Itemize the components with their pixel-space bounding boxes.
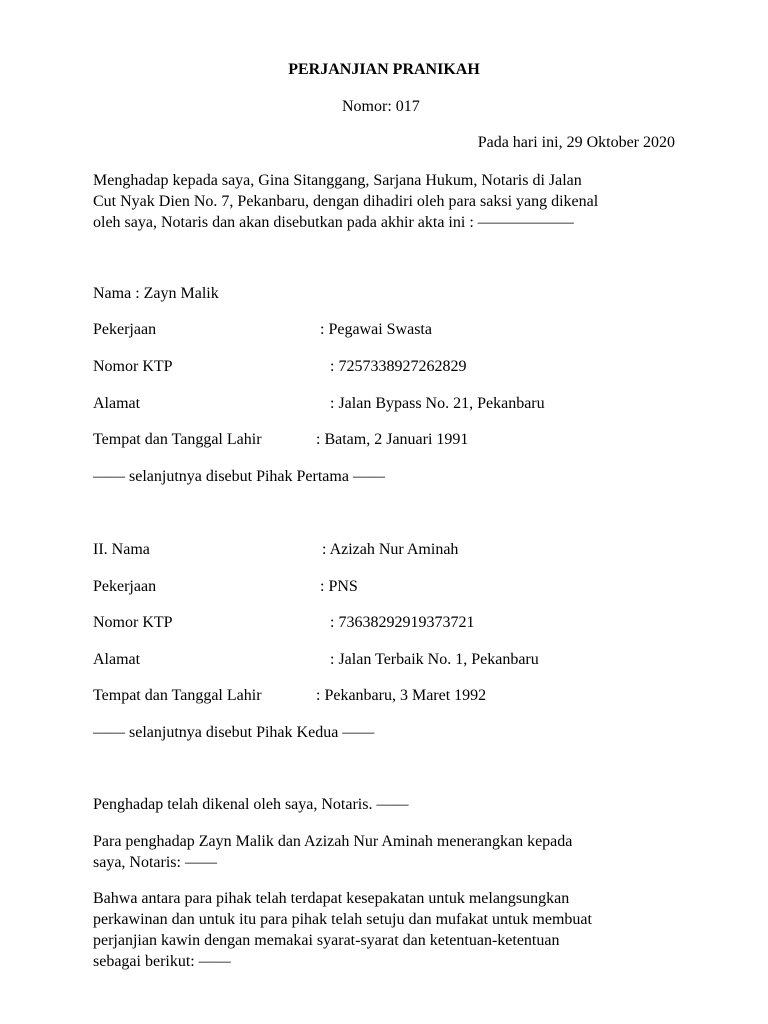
party2-ktp-value: : 73638292919373721 xyxy=(330,614,475,631)
party1-birth-label: Tempat dan Tanggal Lahir xyxy=(93,431,262,448)
agreement-paragraph xyxy=(93,888,683,972)
agreement-line: Bahwa antara para pihak telah terdapat kesepakatan untuk melangsungkan xyxy=(93,890,570,907)
party1-name: Nama : Zayn Malik xyxy=(93,285,219,302)
party1-designation: —— selanjutnya disebut Pihak Pertama —— xyxy=(93,468,385,485)
party2-name-label: II. Nama xyxy=(93,541,150,558)
party1-job-value: : Pegawai Swasta xyxy=(320,321,432,338)
party1-address-label: Alamat xyxy=(93,395,141,412)
party2-job-value: : PNS xyxy=(320,578,358,595)
document-date: Pada hari ini, 29 Oktober 2020 xyxy=(477,134,675,151)
agreement-line: sebagai berikut: —— xyxy=(93,953,231,970)
intro-line: Menghadap kepada saya, Gina Sitanggang, Sarjana Hukum, Notaris di Jalan xyxy=(93,172,582,189)
party2-address-label: Alamat xyxy=(93,651,141,668)
party1-birth-value: : Batam, 2 Januari 1991 xyxy=(316,431,469,448)
intro-line: oleh saya, Notaris dan akan disebutkan pada akhir akta ini : —————— xyxy=(93,214,574,231)
statement-paragraph xyxy=(93,831,683,873)
party2-address-value: : Jalan Terbaik No. 1, Pekanbaru xyxy=(330,651,539,668)
party1-ktp-value: : 7257338927262829 xyxy=(330,358,467,375)
party1-job-label: Pekerjaan xyxy=(93,321,157,338)
party2-birth-label: Tempat dan Tanggal Lahir xyxy=(93,687,262,704)
intro-line: Cut Nyak Dien No. 7, Pekanbaru, dengan dihadiri oleh para saksi yang dikenal xyxy=(93,193,599,210)
party2-name-value: : Azizah Nur Aminah xyxy=(322,541,459,558)
statement-line: saya, Notaris: —— xyxy=(93,854,217,871)
known-statement: Penghadap telah dikenal oleh saya, Notaris. —— xyxy=(93,796,409,813)
statement-line: Para penghadap Zayn Malik dan Azizah Nur Aminah menerangkan kepada xyxy=(93,833,573,850)
agreement-line: perkawinan dan untuk itu para pihak telah setuju dan mufakat untuk membuat xyxy=(93,911,592,928)
document-number: Nomor: 017 xyxy=(342,98,420,115)
party1-address-value: : Jalan Bypass No. 21, Pekanbaru xyxy=(330,395,545,412)
document-title: PERJANJIAN PRANIKAH xyxy=(288,61,480,78)
party2-ktp-label: Nomor KTP xyxy=(93,614,173,631)
intro-paragraph xyxy=(93,170,683,233)
party2-birth-value: : Pekanbaru, 3 Maret 1992 xyxy=(316,687,487,704)
party2-job-label: Pekerjaan xyxy=(93,578,157,595)
party2-designation: —— selanjutnya disebut Pihak Kedua —— xyxy=(93,724,375,741)
agreement-line: perjanjian kawin dengan memakai syarat-syarat dan ketentuan-ketentuan xyxy=(93,932,560,949)
party1-ktp-label: Nomor KTP xyxy=(93,358,173,375)
